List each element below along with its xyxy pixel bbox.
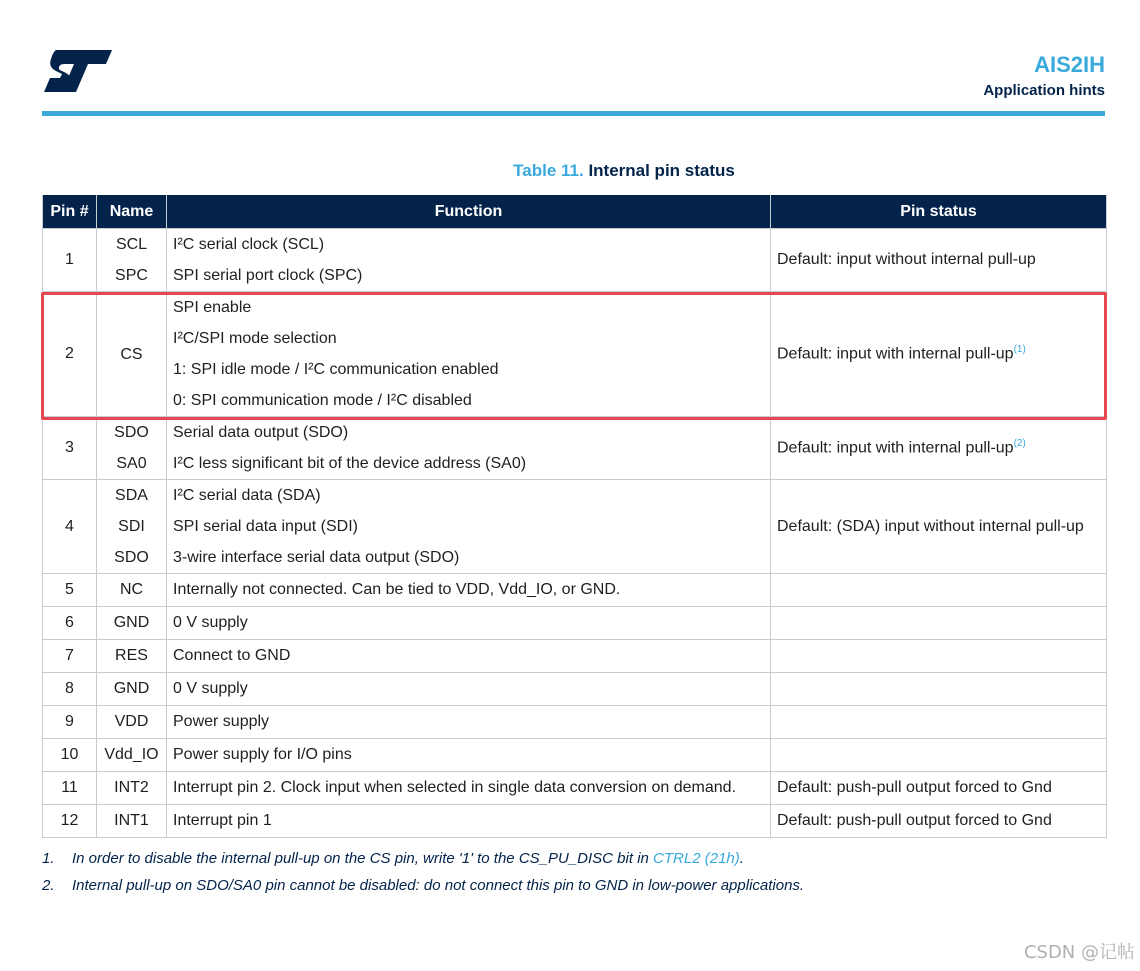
pin-status-cell — [771, 673, 1107, 706]
function-line: 0: SPI communication mode / I²C disabled — [173, 392, 472, 409]
footnote-text: Internal pull-up on SDO/SA0 pin cannot be disabled: do not connect this pin to GND in low-power applications. — [72, 877, 805, 894]
pin-name: SDO — [114, 549, 149, 566]
st-logo-icon — [42, 48, 114, 94]
footnote-end: . — [739, 850, 744, 867]
pin-number-cell: 12 — [43, 805, 97, 838]
footnote-number: 2. — [42, 877, 55, 894]
pin-name: SDA — [115, 487, 148, 504]
ctrl2-register-link[interactable]: CTRL2 (21h) — [653, 850, 740, 867]
pin-number-cell: 9 — [43, 706, 97, 739]
document-title: AIS2IH — [1034, 52, 1105, 77]
pin-name-cell — [97, 574, 167, 607]
function-line: Interrupt pin 2. Clock input when selected in single data conversion on demand. — [173, 779, 737, 796]
pin-number-cell: 8 — [43, 673, 97, 706]
pin-status-text: Default: push-pull output forced to Gnd — [777, 812, 1052, 829]
table-row — [43, 805, 1107, 838]
pin-name: SPC — [115, 267, 148, 284]
table-title: Internal pin status — [588, 161, 735, 180]
pin-name: NC — [119, 581, 144, 598]
function-cell — [167, 805, 771, 838]
pin-name-cell — [97, 480, 167, 574]
pin-name-cell — [97, 706, 167, 739]
table-row — [43, 480, 1107, 574]
watermark: CSDN @记帖 — [1023, 942, 1135, 963]
function-cell — [167, 292, 771, 417]
function-line: 0 V supply — [173, 680, 248, 697]
column-header-status: Pin status — [771, 195, 1107, 229]
pin-status-cell — [771, 772, 1107, 805]
pin-name: GND — [113, 680, 150, 697]
header-divider — [42, 111, 1105, 116]
pin-name: SCL — [115, 236, 148, 253]
function-line: Internally not connected. Can be tied to VDD, Vdd_IO, or GND. — [173, 581, 621, 598]
table-number: Table 11. — [513, 161, 584, 180]
pin-name-cell — [97, 292, 167, 417]
pin-status-text: Default: input without internal pull-up — [777, 251, 1036, 268]
column-header-name: Name — [97, 195, 167, 229]
footnote-ref-link[interactable]: (2) — [1013, 438, 1026, 450]
table-row — [43, 229, 1107, 292]
pin-number-cell: 6 — [43, 607, 97, 640]
function-line: SPI serial data input (SDI) — [173, 518, 358, 535]
pin-status-table — [42, 195, 1107, 838]
table-row — [43, 772, 1107, 805]
pin-name: Vdd_IO — [104, 746, 159, 763]
function-cell — [167, 706, 771, 739]
function-line: 0 V supply — [173, 614, 248, 631]
pin-name-cell — [97, 417, 167, 480]
function-line: 1: SPI idle mode / I²C communication enabled — [173, 361, 499, 378]
pin-name-cell — [97, 673, 167, 706]
function-line: 3-wire interface serial data output (SDO) — [173, 549, 460, 566]
function-line: I²C serial data (SDA) — [173, 487, 321, 504]
pin-name: GND — [113, 614, 150, 631]
function-cell — [167, 480, 771, 574]
function-line: SPI serial port clock (SPC) — [173, 267, 363, 284]
pin-name-cell — [97, 805, 167, 838]
function-line: Power supply for I/O pins — [173, 746, 352, 763]
function-line: I²C/SPI mode selection — [173, 330, 337, 347]
column-header-function: Function — [167, 195, 771, 229]
function-line: SPI enable — [173, 299, 252, 316]
pin-name-cell — [97, 229, 167, 292]
function-line: I²C less significant bit of the device address (SA0) — [173, 455, 527, 472]
function-cell — [167, 673, 771, 706]
pin-name: SDI — [118, 518, 145, 535]
table-footnotes — [42, 849, 1102, 903]
function-line: Serial data output (SDO) — [173, 424, 349, 441]
table-row — [43, 739, 1107, 772]
pin-status-cell — [771, 640, 1107, 673]
function-cell — [167, 739, 771, 772]
pin-status-text: Default: input with internal pull-up — [777, 345, 1014, 363]
pin-name: SDO — [114, 424, 149, 441]
footnote-number: 1. — [42, 850, 55, 867]
pin-number-cell: 3 — [43, 417, 97, 480]
pin-status-text: Default: (SDA) input without internal pull-up — [777, 517, 1084, 535]
pin-number-cell: 10 — [43, 739, 97, 772]
table-row — [43, 706, 1107, 739]
pin-name-cell — [97, 739, 167, 772]
pin-name-cell — [97, 772, 167, 805]
column-header-pin: Pin # — [43, 195, 97, 229]
footnote-ref-link[interactable]: (1) — [1013, 344, 1026, 356]
function-cell — [167, 229, 771, 292]
pin-name: RES — [115, 647, 148, 664]
pin-number-cell: 4 — [43, 480, 97, 574]
pin-number-cell: 5 — [43, 574, 97, 607]
function-line: I²C serial clock (SCL) — [173, 236, 325, 253]
page-header — [42, 48, 1105, 118]
function-line: Connect to GND — [173, 647, 291, 664]
function-cell — [167, 574, 771, 607]
function-cell — [167, 607, 771, 640]
pin-status-cell — [771, 607, 1107, 640]
function-line: Interrupt pin 1 — [173, 812, 272, 829]
table-row — [43, 640, 1107, 673]
table-row — [43, 574, 1107, 607]
document-section: Application hints — [983, 82, 1105, 99]
pin-status-cell — [771, 417, 1107, 480]
pin-status-cell — [771, 805, 1107, 838]
pin-number-cell: 2 — [43, 292, 97, 417]
pin-number-cell: 11 — [43, 772, 97, 805]
pin-status-cell — [771, 574, 1107, 607]
footnote-2 — [42, 876, 832, 896]
pin-name-cell — [97, 640, 167, 673]
pin-status-text: Default: input with internal pull-up — [777, 439, 1014, 457]
function-line: Power supply — [173, 713, 270, 730]
pin-number-cell: 1 — [43, 229, 97, 292]
footnote-text: In order to disable the internal pull-up on the CS pin, write '1' to the CS_PU_DISC bit in — [72, 850, 654, 867]
table-body — [43, 229, 1107, 838]
pin-name: SA0 — [116, 455, 147, 472]
pin-status-text: Default: push-pull output forced to Gnd — [777, 779, 1052, 796]
footnote-1 — [42, 849, 1102, 869]
table-row — [43, 673, 1107, 706]
pin-name-cell — [97, 607, 167, 640]
pin-status-cell — [771, 739, 1107, 772]
table-row — [43, 607, 1107, 640]
function-cell — [167, 772, 771, 805]
pin-status-cell — [771, 706, 1107, 739]
pin-status-cell — [771, 480, 1107, 574]
pin-name: INT1 — [114, 812, 149, 829]
table-header-row — [43, 195, 1107, 229]
table-row — [43, 292, 1107, 417]
table-row — [43, 417, 1107, 480]
pin-status-cell — [771, 292, 1107, 417]
function-cell — [167, 640, 771, 673]
pin-status-cell — [771, 229, 1107, 292]
pin-name: INT2 — [114, 779, 149, 796]
table-caption — [42, 161, 1140, 181]
pin-name: CS — [120, 345, 143, 363]
function-cell — [167, 417, 771, 480]
pin-name: VDD — [114, 713, 149, 730]
pin-number-cell: 7 — [43, 640, 97, 673]
